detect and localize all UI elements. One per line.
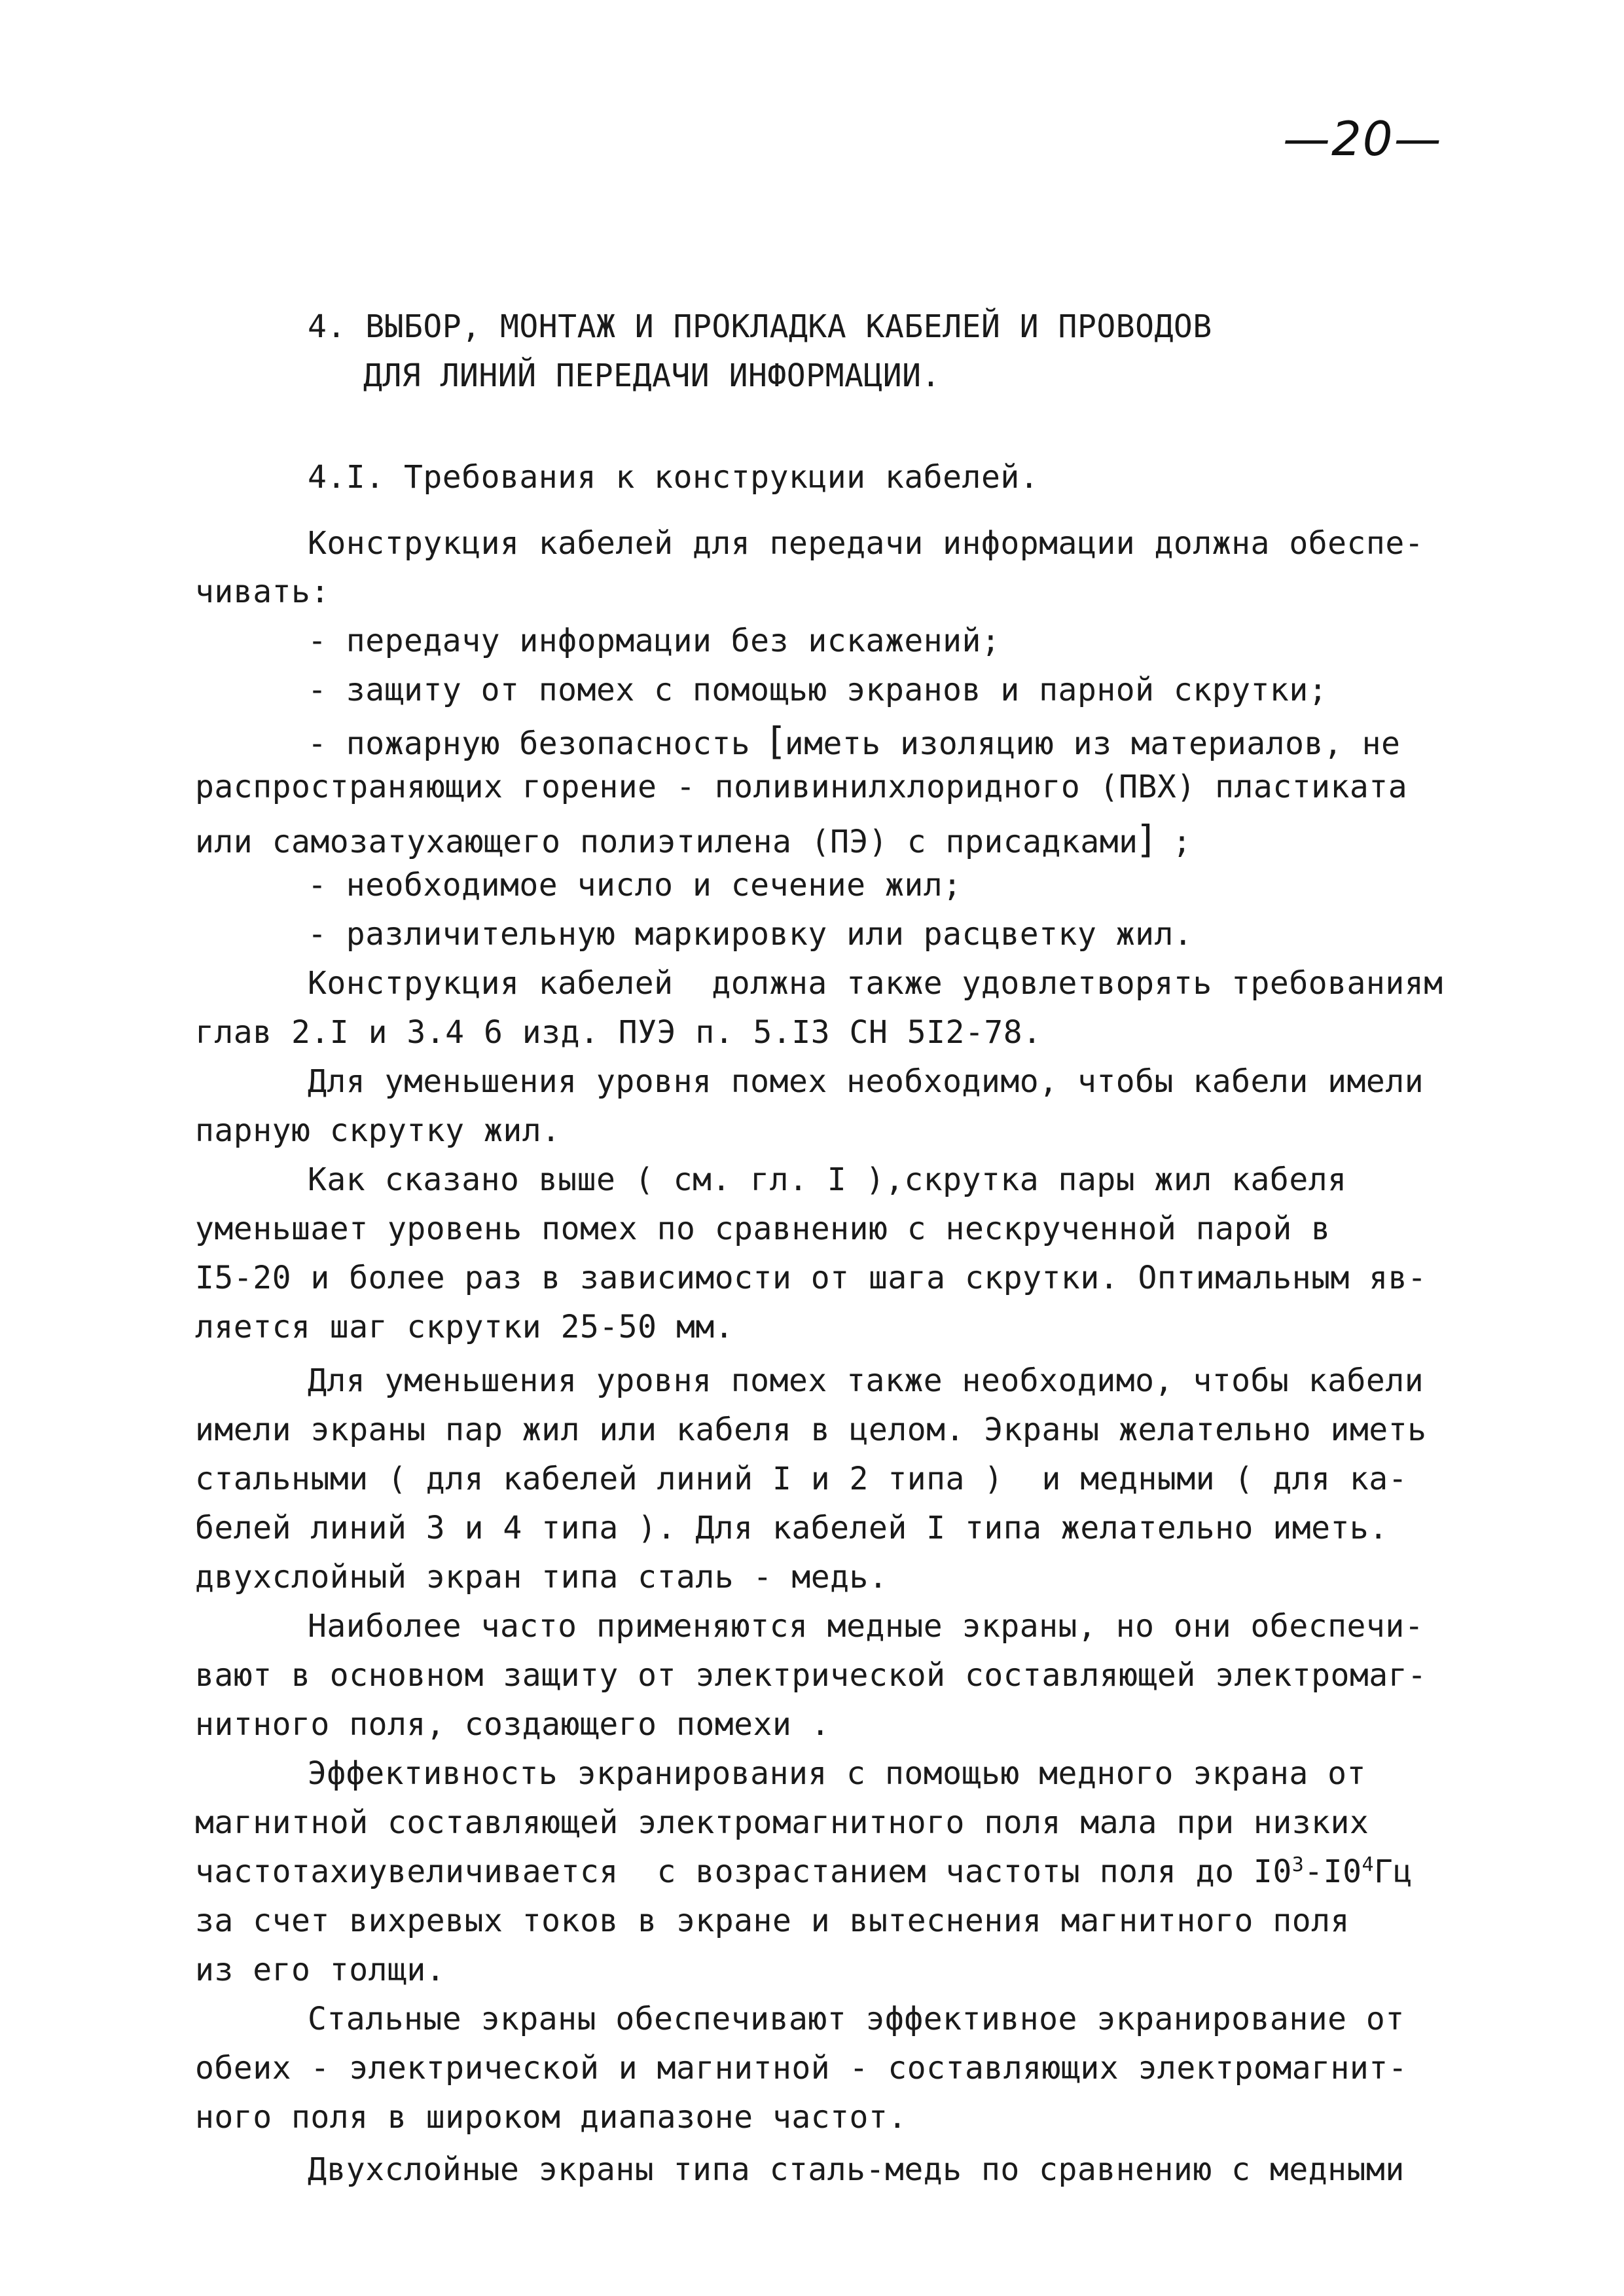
- list-item: - необходимое число и сечение жил;: [308, 867, 962, 903]
- text-span: частотахиувеличивается с возрастанием частоты поля до I0: [195, 1853, 1292, 1890]
- text-span: Гц: [1374, 1853, 1413, 1890]
- list-item-text: - пожарную безопасность: [308, 725, 770, 762]
- text-line: вают в основном защиту от электрической составляющей электромаг-: [195, 1657, 1427, 1694]
- heading-line-1: 4. ВЫБОР, МОНТАЖ И ПРОКЛАДКА КАБЕЛЕЙ И ПРОВОДОВ: [308, 308, 1212, 345]
- text-line: двухслойный экран типа сталь - медь.: [195, 1559, 888, 1595]
- text-line: за счет вихревых токов в экране и вытеснения магнитного поля: [195, 1903, 1350, 1939]
- text-line: Для уменьшения уровня помех необходимо, чтобы кабели имели: [308, 1063, 1424, 1100]
- superscript: 3: [1291, 1853, 1305, 1876]
- text-line: стальными ( для кабелей линий I и 2 типа ) и медными ( для ка-: [195, 1461, 1408, 1497]
- page-number: —20—: [1283, 111, 1443, 166]
- text-line: парную скрутку жил.: [195, 1112, 561, 1149]
- text-span: -I0: [1304, 1853, 1362, 1890]
- text-line: [195, 817, 1192, 862]
- heading-line-2: ДЛЯ ЛИНИЙ ПЕРЕДАЧИ ИНФОРМАЦИИ.: [363, 357, 941, 394]
- text-line: Конструкция кабелей для передачи информации должна обеспе-: [308, 525, 1424, 562]
- text-line: ного поля в широком диапазоне частот.: [195, 2099, 907, 2136]
- text-line: обеих - электрической и магнитной - составляющих электромагнит-: [195, 2050, 1408, 2086]
- text-line: уменьшает уровень помех по сравнению с нескрученной парой в: [195, 1211, 1331, 1247]
- text-line: I5-20 и более раз в зависимости от шага скрутки. Оптимальным яв-: [195, 1260, 1427, 1296]
- text-line: Наиболее часто применяются медные экраны, но они обеспечи-: [308, 1608, 1424, 1645]
- text-line: Эффективность экранирования с помощью медного экрана от: [308, 1755, 1366, 1792]
- text-line: глав 2.I и 3.4 6 изд. ПУЭ п. 5.I3 СН 5I2-78.: [195, 1014, 1042, 1051]
- text-line: [195, 1853, 1413, 1890]
- list-item: - передачу информации без искажений;: [308, 623, 1001, 659]
- subsection-heading: 4.I. Требования к конструкции кабелей.: [308, 459, 1039, 496]
- text-line: Двухслойные экраны типа сталь-медь по сравнению с медными: [308, 2151, 1405, 2188]
- superscript: 4: [1362, 1853, 1375, 1876]
- text-line: Конструкция кабелей должна также удовлетворять требованиям: [308, 965, 1443, 1002]
- text-line: Стальные экраны обеспечивают эффективное экранирование от: [308, 2001, 1405, 2037]
- text-line: магнитной составляющей электромагнитного поля мала при низких: [195, 1804, 1369, 1841]
- close-bracket: ]: [1138, 817, 1153, 862]
- text-line: Как сказано выше ( см. гл. I ),скрутка пары жил кабеля: [308, 1161, 1347, 1198]
- text-line: Для уменьшения уровня помех также необходимо, чтобы кабели: [308, 1362, 1424, 1399]
- text-line: из его толщи.: [195, 1952, 446, 1988]
- text-line: ляется шаг скрутки 25-50 мм.: [195, 1309, 734, 1345]
- list-item: - различительную маркировку или расцветку жил.: [308, 916, 1193, 953]
- list-item: [308, 719, 1401, 763]
- list-item-text: или самозатухающего полиэтилена (ПЭ) с присадками: [195, 824, 1138, 860]
- list-item-text: иметь изоляцию из материалов, не: [784, 725, 1401, 762]
- text-line: белей линий 3 и 4 типа ). Для кабелей I типа желательно иметь.: [195, 1510, 1388, 1546]
- text-line: имели экраны пар жил или кабеля в целом. Экраны желательно иметь: [195, 1412, 1427, 1448]
- open-bracket: [: [769, 719, 785, 763]
- text-line: распространяющих горение - поливинилхлоридного (ПВХ) пластиката: [195, 769, 1408, 805]
- text-line: нитного поля, создающего помехи .: [195, 1706, 831, 1743]
- list-item: - защиту от помех с помощью экранов и парной скрутки;: [308, 672, 1328, 708]
- list-item-text: ;: [1153, 824, 1192, 860]
- text-line: чивать:: [195, 574, 330, 610]
